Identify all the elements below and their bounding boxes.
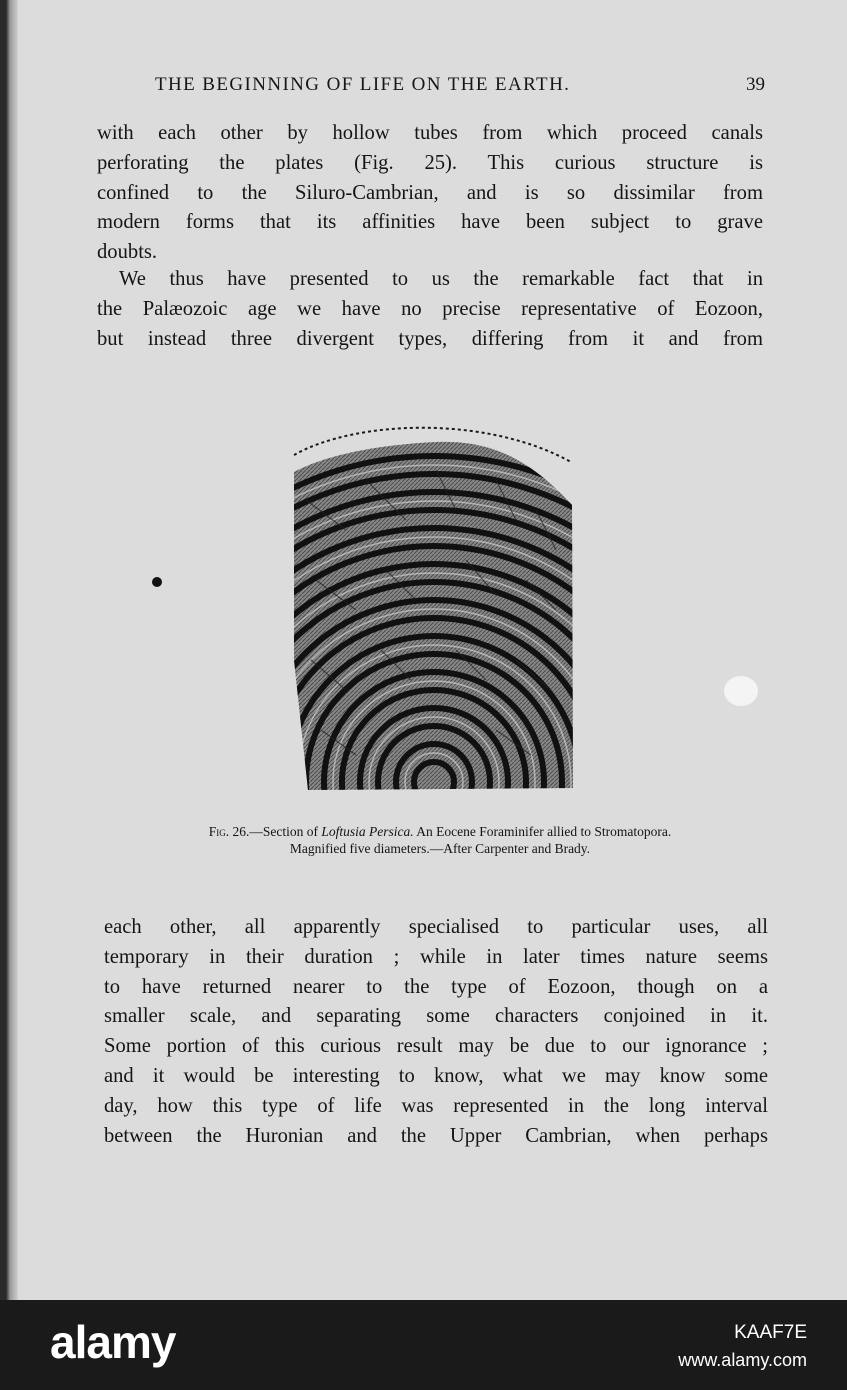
figure-caption	[70, 823, 810, 857]
paragraph-continuation	[104, 913, 768, 1151]
text-line: We thus have presented to us the remarkable fact that in	[119, 268, 763, 290]
caption-text: An Eocene Foraminifer allied to Stromatopora.	[413, 824, 672, 839]
paragraph-eozoon	[97, 265, 763, 354]
text-line: confined to the Siluro-Cambrian, and is so dissimilar from	[97, 181, 763, 204]
caption-line-2: Magnified five diameters.—After Carpenter and Brady.	[289, 841, 591, 856]
text-line: day, how this type of life was represented in the long interval	[104, 1094, 768, 1117]
running-head	[155, 74, 765, 96]
paragraph-continued	[97, 119, 763, 268]
caption-line-1	[70, 823, 810, 840]
text-line: Some portion of this curious result may be due to our ignorance ;	[104, 1035, 768, 1058]
page-number: 39	[746, 74, 765, 95]
specimen-texture	[286, 410, 586, 800]
paper-blemish	[724, 676, 758, 706]
alamy-logo: alamy	[50, 1316, 176, 1368]
text-line: modern forms that its affinities have been subject to grave	[97, 211, 763, 234]
text-line: but instead three divergent types, differing from it and from	[97, 327, 763, 350]
text-line: perforating the plates (Fig. 25). This curious structure is	[97, 151, 763, 174]
text-line: between the Huronian and the Upper Cambrian, when perhaps	[104, 1124, 768, 1147]
page-binding-edge	[0, 0, 18, 1300]
text-line: each other, all apparently specialised to particular uses, all	[104, 916, 768, 938]
ink-speck	[152, 577, 162, 587]
text-line: smaller scale, and separating some characters conjoined in it.	[104, 1005, 768, 1028]
figure-illustration	[286, 410, 586, 800]
figure-loftusia-section	[286, 410, 586, 800]
text-line: temporary in their duration ; while in later times nature seems	[104, 945, 768, 968]
running-head-title: THE BEGINNING OF LIFE ON THE EARTH.	[155, 74, 571, 95]
text-line: to have returned nearer to the type of Eozoon, though on a	[104, 975, 768, 998]
text-line: and it would be interesting to know, what we may know some	[104, 1064, 768, 1087]
image-id: KAAF7E	[734, 1322, 807, 1343]
text-line: with each other by hollow tubes from which proceed canals	[97, 122, 763, 144]
text-line: doubts.	[97, 241, 158, 264]
site-url: www.alamy.com	[678, 1350, 807, 1370]
caption-text: —Section of	[249, 824, 322, 839]
text-line: the Palæozoic age we have no precise representative of Eozoon,	[97, 297, 763, 320]
species-name: Loftusia Persica.	[321, 824, 414, 839]
figure-label: Fig. 26.	[208, 824, 250, 839]
